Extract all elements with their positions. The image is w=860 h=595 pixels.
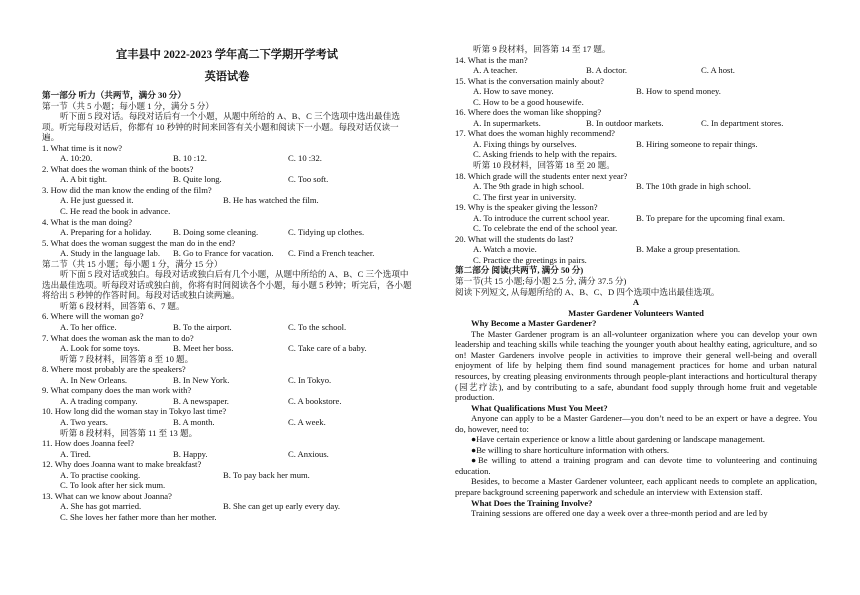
option: C. The first year in university.	[473, 191, 577, 202]
passage-letter: A	[632, 297, 640, 308]
option: B. The 10th grade in high school.	[636, 181, 751, 192]
option: C. Take care of a baby.	[288, 343, 367, 354]
question-7: 7. What does the woman ask the man to do?	[42, 332, 194, 343]
option: C. Anxious.	[288, 448, 329, 459]
bullet-item: ●Have certain experience or know a little about gardening or landscape management.	[471, 434, 765, 445]
passage-heading: What Qualifications Must You Meet?	[471, 402, 608, 413]
question-20-options	[455, 244, 817, 255]
question-15: 15. What is the conversation mainly about?	[455, 75, 605, 86]
option: C. A bookstore.	[288, 395, 342, 406]
option: C. Find a French teacher.	[288, 248, 375, 259]
listen-instruction: 听第 8 段材料，回答第 11 至 13 题。	[60, 427, 198, 438]
section2-instructions: 听下面 5 段对话或独白。每段对话或独白后有几个小题，从题中所给的 A、B、C 三个选项中选出最佳选项。听每段对话或独白前，你将有时间阅读各个小题，每小题 5 秒钟；听完后，各小题将给出 5 秒钟的作答时间。每段对话或独白读两遍。	[42, 269, 412, 301]
question-3-options	[42, 195, 412, 206]
part2-instructions: 阅读下列短文, 从每题所给的 A、B、C、D 四个选项中选出最佳选项。	[455, 286, 720, 297]
question-14: 14. What is the man?	[455, 54, 528, 65]
question-16-options	[455, 118, 817, 129]
option: C. To the school.	[288, 322, 347, 333]
option: B. Quite long.	[173, 174, 222, 185]
question-5: 5. What does the woman suggest the man do in the end?	[42, 237, 236, 248]
option: C. Tidying up clothes.	[288, 227, 365, 238]
option: B. Doing some cleaning.	[173, 227, 259, 238]
right-column	[455, 44, 817, 519]
option: A. He just guessed it.	[60, 195, 134, 206]
option: C. 10 :32.	[288, 153, 322, 164]
question-9: 9. What company does the man work with?	[42, 385, 192, 396]
option: B. 10 :12.	[173, 153, 207, 164]
option: A. To introduce the current school year.	[473, 212, 610, 223]
question-13: 13. What can we know about Joanna?	[42, 490, 172, 501]
question-15-options	[455, 86, 817, 97]
question-8-options	[42, 375, 412, 386]
listen-instruction: 听第 9 段材料，回答第 14 至 17 题。	[473, 44, 611, 54]
question-13-options	[42, 501, 412, 512]
option: B. How to spend money.	[636, 86, 721, 97]
option: A. Fixing things by ourselves.	[473, 138, 577, 149]
question-2: 2. What does the woman think of the boots?	[42, 163, 194, 174]
listen-instruction: 听第 6 段材料，回答第 6、7 题。	[60, 300, 185, 311]
question-11: 11. How does Joanna feel?	[42, 438, 135, 449]
option: B. Hiring someone to repair things.	[636, 138, 758, 149]
option: C. How to be a good housewife.	[473, 96, 584, 107]
option: A. How to save money.	[473, 86, 554, 97]
passage-heading: What Does the Training Involve?	[471, 497, 593, 508]
passage-paragraph: Training sessions are offered one day a week over a three-month period and are led by	[471, 508, 768, 519]
part2-section1-heading: 第一节(共 15 小题;每小题 2.5 分, 满分 37.5 分)	[455, 276, 627, 287]
part1-heading: 第一部分 听力（共两节，满分 30 分）	[42, 90, 186, 100]
option: A. The 9th grade in high school.	[473, 181, 585, 192]
left-column	[42, 44, 412, 522]
option: B. To pay back her mum.	[223, 469, 310, 480]
option: B. Happy.	[173, 448, 208, 459]
section1-heading: 第一节（共 5 小题；每小题 1 分，满分 5 分）	[42, 100, 214, 111]
passage-title: Master Gardener Volunteers Wanted	[568, 307, 704, 318]
option: C. She loves her father more than her mother.	[60, 511, 217, 522]
passage-paragraph: Besides, to become a Master Gardener volunteer, each applicant needs to complete an application, prepare background screening paperwork and schedule an interview with Extension staff.	[455, 476, 817, 497]
question-12: 12. Why does Joanna want to make breakfast?	[42, 459, 202, 470]
question-6: 6. Where will the woman go?	[42, 311, 144, 322]
option: A. In New Orleans.	[60, 374, 128, 385]
option: C. A host.	[701, 65, 735, 76]
section1-instructions: 听下面 5 段对话。每段对话后有一个小题，从题中所给的 A、B、C 三个选项中选出最佳选项。听完每段对话后，你都有 10 秒钟的时间来回答有关小题和阅读下一小题。每段对话仅读一遍。	[42, 111, 400, 143]
question-17-options	[455, 139, 817, 150]
question-1-options	[42, 153, 412, 164]
question-8: 8. Where most probably are the speakers?	[42, 364, 186, 375]
question-18-options	[455, 181, 817, 192]
option: C. Asking friends to help with the repairs.	[473, 149, 617, 160]
question-10: 10. How long did the woman stay in Tokyo last time?	[42, 406, 227, 417]
question-2-options	[42, 174, 412, 185]
option: B. A doctor.	[586, 65, 628, 76]
option: B. She can get up early every day.	[223, 501, 341, 512]
option: A. A trading company.	[60, 395, 138, 406]
question-4-options	[42, 227, 412, 238]
option: A. A teacher.	[473, 65, 518, 76]
question-4: 4. What is the man doing?	[42, 216, 133, 227]
option: A. Look for some toys.	[60, 343, 140, 354]
option: C. To celebrate the end of the school year.	[473, 223, 618, 234]
passage-paragraph: The Master Gardener program is an all-volunteer organization where you can develop your own leadership and teaching skills while teaching the younger youth about healthy eating, agriculture, and so on! Master Gardeners involve people in activities to improve their general well-being and overall enjoyment of life by helping them find sound management practices for home and urban natural resources, by creating pleasing environments through people-plant interactions and horticultural therapy (园艺疗法), and by contributing to a safe, abundant food supply through home fruit and vegetable production.	[455, 328, 817, 403]
option: A. 10:20.	[60, 153, 93, 164]
option: A. Tired.	[60, 448, 91, 459]
question-19-options	[455, 213, 817, 224]
question-6-options	[42, 322, 412, 333]
question-11-options	[42, 449, 412, 460]
question-18: 18. Which grade will the students enter next year?	[455, 170, 628, 181]
option: A. Watch a movie.	[473, 244, 537, 255]
option: B. Make a group presentation.	[636, 244, 741, 255]
option: C. In department stores.	[701, 117, 784, 128]
option: C. He read the book in advance.	[60, 206, 171, 217]
option: B. Meet her boss.	[173, 343, 234, 354]
question-7-options	[42, 343, 412, 354]
bullet-item: ●Be willing to share horticulture information with others.	[471, 444, 670, 455]
section2-heading: 第二节（共 15 小题；每小题 1 分，满分 15 分）	[42, 258, 223, 269]
option: B. Go to France for vacation.	[173, 248, 274, 259]
option: C. Practice the greetings in pairs.	[473, 254, 587, 265]
option: B. In New York.	[173, 374, 230, 385]
option: A. A bit tight.	[60, 174, 108, 185]
passage-paragraph: Anyone can apply to be a Master Gardener—you don’t need to be an expert or have a degree. You do, however, need to:	[455, 413, 817, 434]
listen-instruction: 听第 7 段材料，回答第 8 至 10 题。	[60, 353, 194, 364]
question-5-options	[42, 248, 412, 259]
question-1: 1. What time is it now?	[42, 142, 123, 153]
part2-heading: 第二部分 阅读(共两节, 满分 50 分)	[455, 265, 584, 276]
option: C. To look after her sick mum.	[60, 480, 166, 491]
option: B. A month.	[173, 416, 215, 427]
question-12-options	[42, 470, 412, 481]
option: B. He has watched the film.	[223, 195, 319, 206]
option: A. She has got married.	[60, 501, 142, 512]
option: A. To practise cooking.	[60, 469, 141, 480]
option: C. Too soft.	[288, 174, 329, 185]
option: C. A week.	[288, 416, 326, 427]
option: B. In outdoor markets.	[586, 117, 664, 128]
question-19: 19. Why is the speaker giving the lesson?	[455, 202, 598, 213]
question-3: 3. How did the man know the ending of the film?	[42, 184, 212, 195]
passage-heading: Why Become a Master Gardener?	[471, 318, 597, 329]
question-20: 20. What will the students do last?	[455, 233, 574, 244]
option: C. In Tokyo.	[288, 374, 332, 385]
option: A. To her office.	[60, 322, 117, 333]
exam-title: 宜丰县中 2022-2023 学年高二下学期开学考试	[116, 49, 338, 61]
question-10-options	[42, 417, 412, 428]
option: A. Two years.	[60, 416, 108, 427]
option: A. In supermarkets.	[473, 117, 541, 128]
question-14-options	[455, 65, 817, 76]
option: B. A newspaper.	[173, 395, 229, 406]
exam-subtitle: 英语试卷	[204, 71, 250, 83]
option: A. Preparing for a holiday.	[60, 227, 152, 238]
listen-instruction: 听第 10 段材料，回答第 18 至 20 题。	[473, 160, 615, 171]
option: A. Study in the language lab.	[60, 248, 161, 259]
question-17: 17. What does the woman highly recommend?	[455, 128, 615, 139]
question-16: 16. Where does the woman like shopping?	[455, 107, 602, 118]
question-9-options	[42, 396, 412, 407]
option: B. To prepare for the upcoming final exam.	[636, 212, 785, 223]
bullet-item: ●Be willing to attend a training program and can devote time to volunteering and continuing education.	[455, 455, 817, 476]
option: B. To the airport.	[173, 322, 232, 333]
